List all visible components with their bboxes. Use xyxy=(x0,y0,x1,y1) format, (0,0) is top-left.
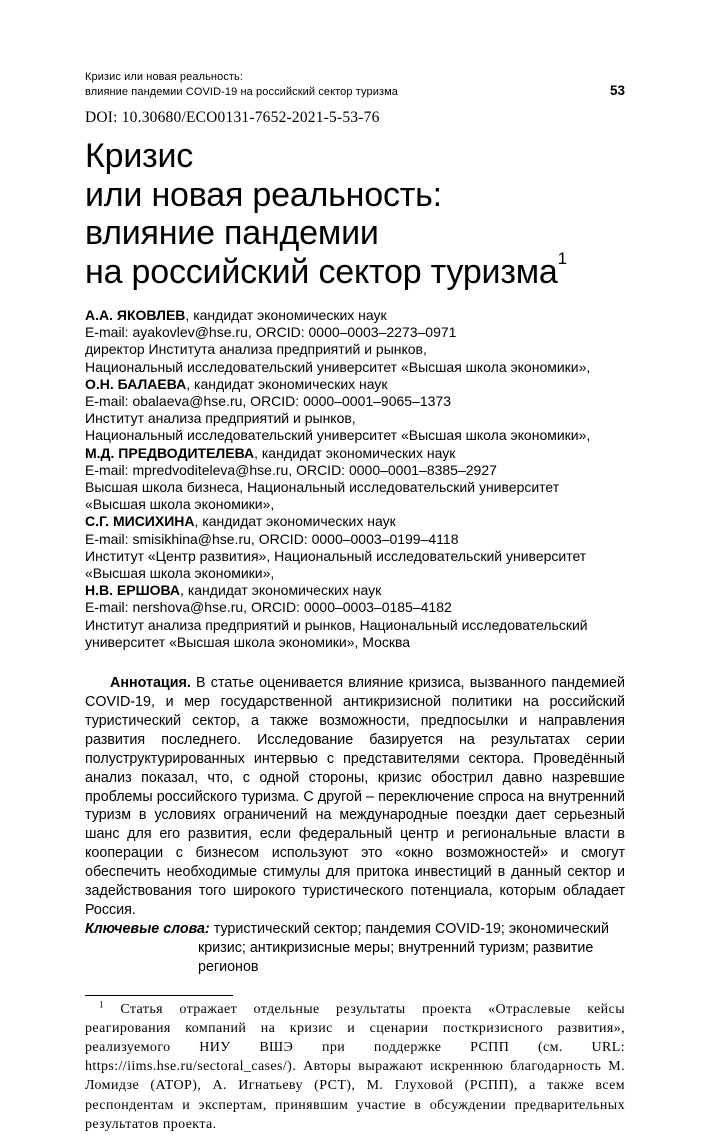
author-degree: , кандидат экономических наук xyxy=(186,375,388,392)
title-line-1: Кризис xyxy=(85,137,194,175)
author-affiliation-line: директор Института анализа предприятий и рынков, xyxy=(85,341,427,358)
author-email-line: E-mail: nershova@hse.ru, ORCID: 0000–0003–0185–4182 xyxy=(85,599,452,616)
article-title xyxy=(85,137,625,291)
author-affiliation-line: Институт анализа предприятий и рынков, Национальный исследовательский xyxy=(85,616,588,633)
author-affiliation-line: Высшая школа бизнеса, Национальный исследовательский университет xyxy=(85,479,560,496)
author-name: Н.В. ЕРШОВА xyxy=(85,582,181,599)
doi-line: DOI: 10.30680/ECO0131-7652-2021-5-53-76 xyxy=(85,109,380,126)
keywords-label: Ключевые слова: xyxy=(85,920,210,937)
title-line-4-text: на российский сектор туризма xyxy=(85,252,558,291)
author-name: А.А. ЯКОВЛЕВ xyxy=(85,307,186,323)
running-title-line2: влияние пандемии COVID-19 на российский сектор туризма xyxy=(85,85,399,98)
author-affiliation-line: Национальный исследовательский университет «Высшая школа экономики», xyxy=(85,427,591,444)
author-name-line xyxy=(85,513,625,530)
author-email-line: E-mail: smisikhina@hse.ru, ORCID: 0000–0003–0199–4118 xyxy=(85,530,459,547)
running-title-line1: Кризис или новая реальность: xyxy=(85,71,244,83)
footnote-text: Статья отражает отдельные результаты проекта «Отраслевые кейсы реагирования компаний на кризис и сценарии посткризисного развития», реализуемого НИУ ВШЭ при поддержке РСПП (см. URL: https://iims.hse.ru/sectoral_cases/). Авторы выражают искреннюю благодарность М. Ломидзе (АТОР), А. Игнатьеву (РСТ), М. Глуховой (РСПП), а также всем респондентам и экспертам, принявшим участие в обсуждении предварительных результатов проекта. xyxy=(85,1001,625,1132)
running-title xyxy=(85,70,398,99)
author-block-balaeva xyxy=(85,376,625,445)
footnote-paragraph xyxy=(85,1000,625,1134)
title-line-3: влияние пандемии xyxy=(85,214,379,252)
author-block-ershova xyxy=(85,582,625,651)
author-degree: , кандидат экономических наук xyxy=(180,582,382,599)
abstract-paragraph xyxy=(85,674,625,920)
author-name-line xyxy=(85,307,625,324)
author-email-line: E-mail: obalaeva@hse.ru, ORCID: 0000–0001–9065–1373 xyxy=(85,393,452,410)
author-affiliation-line: Институт «Центр развития», Национальный исследовательский университет xyxy=(85,547,587,564)
footnote-marker: 1 xyxy=(99,998,104,1009)
author-name-line xyxy=(85,445,625,462)
title-footnote-marker: 1 xyxy=(557,248,567,268)
author-name: М.Д. ПРЕДВОДИТЕЛЕВА xyxy=(85,444,255,461)
author-affiliation-line: «Высшая школа экономики», xyxy=(85,565,275,582)
author-affiliation-line: Национальный исследовательский университет «Высшая школа экономики», xyxy=(85,358,591,375)
author-affiliation-line: университет «Высшая школа экономики», Москва xyxy=(85,633,411,650)
title-line-2: или новая реальность: xyxy=(85,175,442,214)
author-name-line xyxy=(85,582,625,599)
author-degree: , кандидат экономических наук xyxy=(194,513,396,530)
authors-block xyxy=(85,307,625,651)
author-degree: , кандидат экономических наук xyxy=(254,444,456,461)
running-header xyxy=(85,70,625,99)
abstract-text: В статье оценивается влияние кризиса, вызванного пандемией COVID-19, и мер государственной антикризисной политики на российский туристический сектор, а также возможности, предпосылки и направления развития последнего. Исследование базируется на результатах серии полуструктурированных интервью с представителями сектора. Проведённый анализ показал, что, с одной стороны, кризис обострил давно назревшие проблемы российского туризма. С другой – переключение спроса на внутренний туризм в условиях ограничений на международные поездки дает серьезный шанс для его развития, если федеральный центр и региональные власти в кооперации с бизнесом используют это «окно возможностей» и смогут обеспечить необходимые стимулы для притока инвестиций в данный сектор и задействования того широкого туристического потенциала, которым обладает Россия. xyxy=(85,675,625,918)
author-degree: , кандидат экономических наук xyxy=(185,307,387,323)
author-name: С.Г. МИСИХИНА xyxy=(85,513,195,530)
author-name-line xyxy=(85,376,625,393)
author-email-line: E-mail: ayakovlev@hse.ru, ORCID: 0000–0003–2273–0971 xyxy=(85,324,457,341)
keywords-text: туристический сектор; пандемия COVID-19; экономический кризис; антикризисные меры; внутренний туризм; развитие регионов xyxy=(198,920,609,975)
author-affiliation-line: «Высшая школа экономики», xyxy=(85,496,275,513)
author-block-misikhina xyxy=(85,513,625,582)
footnote-divider xyxy=(85,995,233,996)
author-name: О.Н. БАЛАЕВА xyxy=(85,375,187,392)
page-number: 53 xyxy=(609,83,625,98)
abstract-label: Аннотация. xyxy=(110,675,191,692)
author-block-predvoditeleva xyxy=(85,445,625,514)
keywords-paragraph xyxy=(85,920,625,977)
author-affiliation-line: Институт анализа предприятий и рынков, xyxy=(85,410,356,427)
title-line-4 xyxy=(85,248,625,292)
author-block-yakovlev xyxy=(85,307,625,376)
author-email-line: E-mail: mpredvoditeleva@hse.ru, ORCID: 0000–0001–8385–2927 xyxy=(85,461,497,478)
